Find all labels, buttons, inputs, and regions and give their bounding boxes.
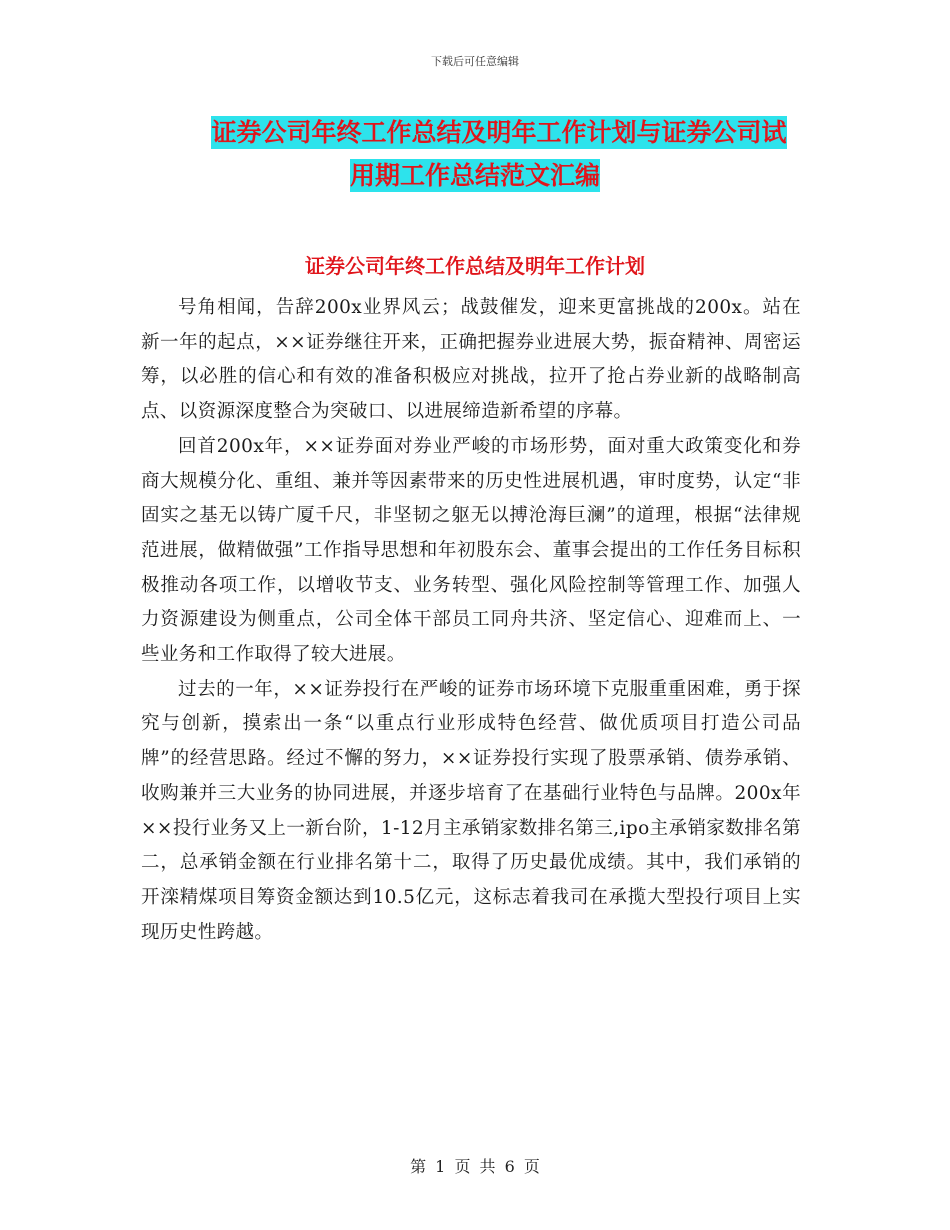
- title-highlight-1: 证券公司年终工作总结及明年工作计划与证券公司试: [211, 118, 787, 147]
- document-title-line-1: [0, 113, 950, 149]
- paragraph-3: 过去的一年，××证券投行在严峻的证券市场环境下克服重重困难，勇于探究与创新，摸索出一条“以重点行业形成特色经营、做优质项目打造公司品牌”的经营思路。经过不懈的努力，××证券投行实现了股票承销、债券承销、收购兼并三大业务的协同进展，并逐步培育了在基础行业特色与品牌。200x年××投行业务又上一新台阶，1-12月主承销家数排名第三,ipo主承销家数排名第二，总承销金额在行业排名第十二，取得了历史最优成绩。其中，我们承销的开滦精煤项目筹资金额达到10.5亿元，这标志着我司在承揽大型投行项目上实现历史性跨越。: [141, 678, 801, 943]
- header-note: 下载后可任意编辑: [431, 55, 519, 68]
- document-title-line-2: [0, 156, 950, 192]
- body-text: [141, 291, 801, 950]
- paragraph-1: 号角相闻，告辞200x业界风云；战鼓催发，迎来更富挑战的200x。站在新一年的起点，××证券继往开来，正确把握券业进展大势，振奋精神、周密运筹，以必胜的信心和有效的准备积极应对挑战，拉开了抢占券业新的战略制高点、以资源深度整合为突破口、以进展缔造新希望的序幕。: [141, 297, 801, 423]
- section-heading: 证券公司年终工作总结及明年工作计划: [305, 254, 645, 278]
- page-footer: 第 1 页 共 6 页: [410, 1157, 540, 1176]
- paragraph-2: 回首200x年，××证券面对券业严峻的市场形势，面对重大政策变化和券商大规模分化、重组、兼并等因素带来的历史性进展机遇，审时度势，认定“非固实之基无以铸广厦千尺，非坚韧之躯无以搏沧海巨澜”的道理，根据“法律规范进展，做精做强”工作指导思想和年初股东会、董事会提出的工作任务目标积极推动各项工作，以增收节支、业务转型、强化风险控制等管理工作、加强人力资源建设为侧重点，公司全体干部员工同舟共济、坚定信心、迎难而上、一些业务和工作取得了较大进展。: [141, 435, 801, 666]
- title-highlight-2: 用期工作总结范文汇编: [349, 161, 600, 190]
